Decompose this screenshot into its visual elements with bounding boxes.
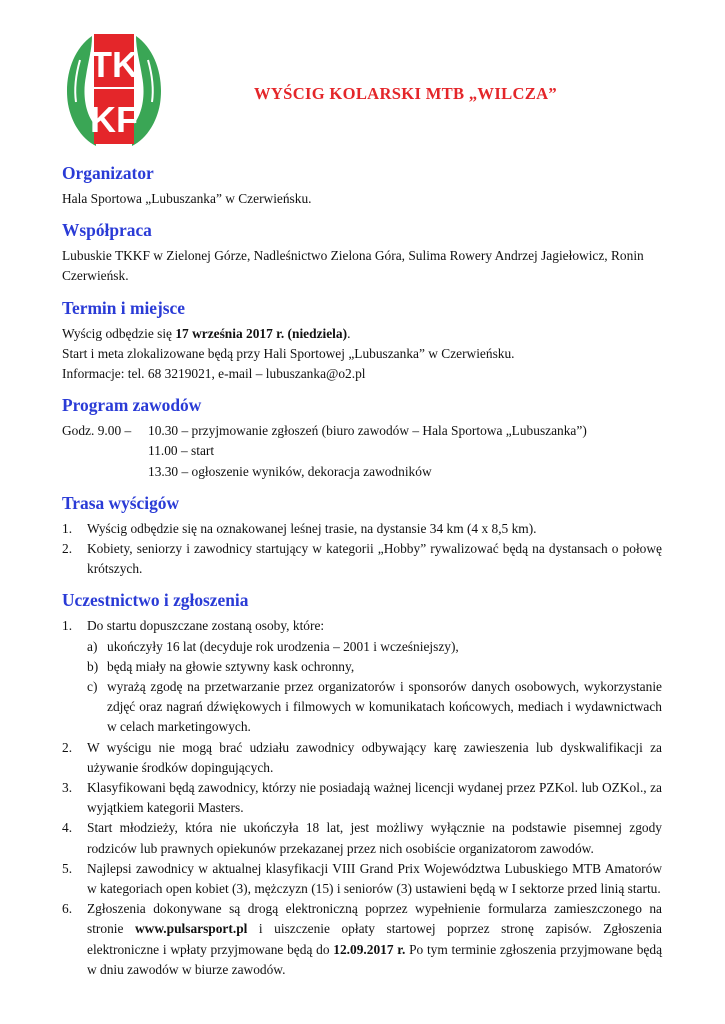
cooperation-text: Lubuskie TKKF w Zielonej Górze, Nadleśnictwo Zielona Góra, Sulima Rowery Andrzej Jagiełowicz, Ronin Czerwieńsk. [62, 248, 644, 284]
sub-list-item: b) będą miały na głowie sztywny kask ochronny, [87, 658, 355, 674]
route-heading: Trasa wyścigów [62, 492, 180, 513]
term-section [62, 297, 662, 385]
tkkf-logo-graphic [62, 30, 166, 148]
term-date-prefix: Wyścig odbędzie się [62, 325, 176, 341]
program-section [62, 394, 662, 482]
organizer-text: Hala Sportowa „Lubuszanka” w Czerwieńsku. [62, 191, 312, 206]
organizer-section [62, 162, 662, 209]
registration-deadline: 12.09.2017 r. [333, 941, 406, 957]
term-date-line [62, 324, 662, 344]
document-body [62, 162, 662, 990]
route-list [62, 519, 662, 580]
cooperation-heading: Współpraca [62, 220, 152, 241]
list-item: 6. Zgłoszenia dokonywane są drogą elektroniczną poprzez wypełnienie formularza zamieszczonego na stronie www.pulsarsport.pl i uiszczenie opłaty startowej poprzez stronę zapisów. Zgłoszenia elektroniczne i wpłaty przyjmowane będą do 12.09.2017 r. Po tym terminie zgłoszenia przyjmowane będą w dniu zawodów w biurze zawodów. [62, 901, 663, 977]
program-heading: Program zawodów [62, 395, 202, 416]
page-title: WYŚCIG KOLARSKI MTB „WILCZA” [254, 84, 557, 103]
program-item: 10.30 – przyjmowanie zgłoszeń (biuro zawodów – Hala Sportowa „Lubuszanka”) [148, 423, 587, 439]
list-item: 2. Kobiety, seniorzy i zawodnicy startujący w kategorii „Hobby” rywalizować będą na dystansach o połowę krótszych. [62, 541, 662, 577]
list-item-text: Do startu dopuszczane zostaną osoby, które: [87, 618, 325, 634]
program-row [62, 421, 662, 441]
program-lead: Godz. 9.00 – [62, 423, 132, 439]
route-section [62, 492, 662, 580]
organizer-heading: Organizator [62, 163, 154, 183]
tkkf-logo [62, 30, 166, 148]
list-item: 2. W wyścigu nie mogą brać udziału zawodnicy odbywający karę zawieszenia lub dyskwalifikacji za używanie środków dopingujących. [62, 739, 662, 775]
term-heading: Termin i miejsce [62, 297, 185, 318]
term-location-line: Start i meta zlokalizowane będą przy Hali Sportowej „Lubuszanka” w Czerwieńsku. [62, 345, 515, 361]
participation-heading: Uczestnictwo i zgłoszenia [62, 590, 249, 611]
sub-list [87, 637, 662, 738]
registration-website-link[interactable]: www.pulsarsport.pl [135, 921, 248, 937]
list-item: 1. Wyścig odbędzie się na oznakowanej leśnej trasie, na dystansie 34 km (4 x 8,5 km). [62, 520, 537, 536]
participation-section [62, 589, 662, 980]
program-row [62, 462, 662, 482]
sub-list-item: c) wyrażą zgodę na przetwarzanie przez organizatorów i sponsorów danych osobowych, wykorzystanie zdjęć oraz nagrań dźwiękowych i filmowych w komunikatach końcowych, mediach i wydawnictwach w celach marketingowych. [87, 679, 662, 735]
program-item: 13.30 – ogłoszenie wyników, dekoracja zawodników [148, 463, 432, 479]
list-item: 4. Start młodzieży, która nie ukończyła 18 lat, jest możliwy wyłącznie na podstawie pisemnej zgody rodziców lub prawnych opiekunów przekazanej przez nich osobiście organizatorom zawodów. [62, 820, 662, 856]
term-date-suffix: . [347, 325, 351, 341]
logo-text-top: TK [90, 44, 138, 85]
list-item: 1. Do startu dopuszczane zostaną osoby, które: a) ukończyły 16 lat (decyduje rok urodzenia – 2001 i wcześniejszy), b) będą miały na głowie sztywny kask ochronny, c) wyrażą zgodę na przetwarzanie przez organizatorów i sponsorów danych osobowych, wykorzystanie zdjęć oraz nagrań dźwiękowych i filmowych w komunikatach końcowych, mediach i wydawnictwach w celach marketingowych. [62, 616, 662, 737]
participation-list [62, 616, 662, 980]
list-item: 3. Klasyfikowani będą zawodnicy, którzy nie posiadają ważnej licencji wydanej przez PZKol. lub OZKol., za wyjątkiem kategorii Masters. [62, 780, 662, 816]
race-date: 17 września 2017 r. (niedziela) [175, 325, 348, 341]
list-item: 5. Najlepsi zawodnicy w aktualnej klasyfikacji VIII Grand Prix Województwa Lubuskiego MTB Amatorów w kategoriach open kobiet (3), mężczyzn (15) i seniorów (3) ustawieni będą w I sektorze przed linią startu. [62, 860, 662, 897]
sub-list-item: a) ukończyły 16 lat (decyduje rok urodzenia – 2001 i wcześniejszy), [87, 638, 459, 654]
logo-text-bottom: KF [90, 99, 138, 140]
term-contact-line: Informacje: tel. 68 3219021, e-mail – lubuszanka@o2.pl [62, 366, 366, 382]
program-item: 11.00 – start [148, 443, 215, 459]
cooperation-section [62, 219, 662, 286]
program-row [62, 441, 662, 461]
